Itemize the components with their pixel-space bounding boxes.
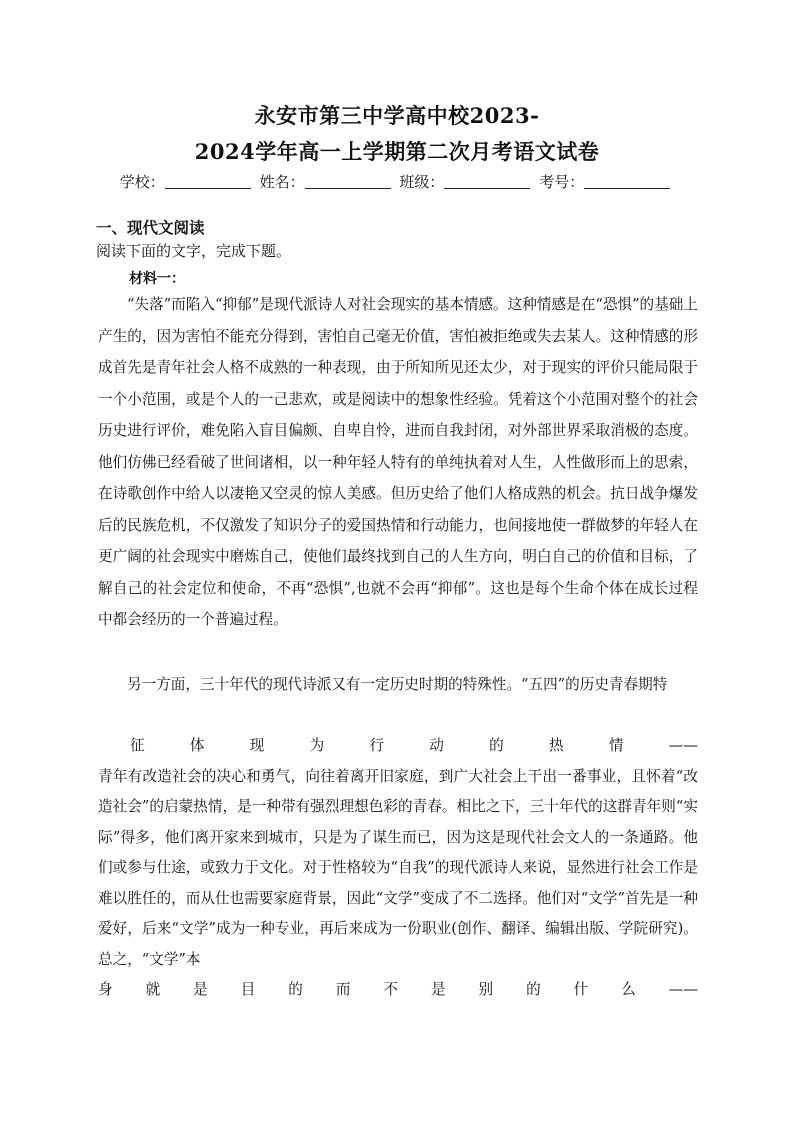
exam-number-label: 考号：: [539, 173, 585, 191]
paragraph-3-tail-spread-line: [98, 975, 698, 1006]
name-label: 姓名：: [259, 173, 305, 191]
spread-char: 是: [430, 981, 446, 998]
paragraph-1: “失落”而陷入“抑郁”是现代派诗人对社会现实的基本情感。这种情感是在“恐惧”的基础上产生的，因为害怕不能充分得到，害怕自己毫无价值，害怕被拒绝或失去某人。这种情感的形成首先是青年社会人格不成熟的一种表现，由于所知所见还太少，对于现实的评价只能局限于一个小范围，或是个人的一己悲欢，或是阅读中的想象性经验。凭着这个小范围对整个的社会历史进行评价，难免陷入盲目偏颇、自卑自怜，进而自我封闭，对外部世界采取消极的态度。他们仿佛已经看破了世间诸相，以一种年轻人特有的单纯执着对人生，人性做形而上的思索，在诗歌创作中给人以凄艳又空灵的惊人美感。但历史给了他们人格成熟的机会。抗日战争爆发后的民族危机，不仅激发了知识分子的爱国热情和行动能力，也间接地使一群做梦的年轻人在更广阔的社会现实中磨炼自己，使他们最终找到自己的人生方向，明白自己的价值和目标，了解自己的社会定位和使命，不再“恐惧”,也就不会再“抑郁”。这也是每个生命个体在成长过程中都会经历的一个普遍过程。: [98, 296, 698, 628]
name-blank[interactable]: [305, 174, 391, 189]
spread-char: 体: [189, 737, 205, 754]
paragraph-2: 另一方面，三十年代的现代诗派又有一定历史时期的特殊性。“五四”的历史青春期特: [127, 676, 668, 693]
spread-char: 不: [383, 981, 398, 998]
spread-char: 的: [489, 737, 504, 754]
reading-instruction: 阅读下面的文字，完成下题。: [96, 242, 292, 260]
spread-char: 情: [608, 737, 624, 754]
spread-char: 征: [130, 737, 145, 754]
student-info-row: [0, 171, 794, 192]
class-label: 班级：: [399, 173, 445, 191]
spread-char: 现: [249, 737, 265, 754]
exam-title-line2: 2024学年高一上学期第二次月考语文试卷: [194, 139, 600, 164]
section-heading: 一、现代文阅读: [96, 219, 205, 237]
spread-char: ——: [668, 737, 698, 754]
spread-char: 的: [288, 981, 303, 998]
spread-char: 动: [429, 737, 444, 754]
exam-number-blank[interactable]: [584, 174, 670, 189]
spread-char: 么: [621, 981, 636, 998]
spread-char: 的: [526, 981, 541, 998]
spread-char: 是: [193, 981, 208, 998]
school-blank[interactable]: [165, 174, 251, 189]
spread-char: 就: [145, 981, 161, 998]
paragraph-3: [98, 731, 698, 1006]
class-blank[interactable]: [444, 174, 530, 189]
school-label: 学校：: [119, 173, 165, 191]
spread-char: ——: [668, 981, 698, 998]
paragraph-3-text: 青年有改造社会的决心和勇气，向往着离开旧家庭，到广大社会上干出一番事业，且怀着“改造社会”的启蒙热情，是一种带有强烈理想色彩的青春。相比之下，三十年代的这群青年则“实际”得多，他们离开家来到城市，只是为了谋生而已，因为这是现代社会文人的一条通路。他们或参与仕途，或致力于文化。对于性格较为“自我”的现代派诗人来说，显然进行社会工作是难以胜任的，而从仕也需要家庭背景，因此“文学”变成了不二选择。他们对“文学”首先是一种爱好，后来“文学”成为一种专业，再后来成为一份职业(创作、翻译、编辑出版、学院研究)。总之，“文学”本: [98, 767, 698, 968]
material-label: 材料一：: [129, 271, 185, 287]
spread-char: 什: [573, 981, 589, 998]
paragraph-3-spread-line: [98, 731, 698, 762]
spread-char: 行: [369, 737, 385, 754]
spread-char: 热: [549, 737, 564, 754]
spread-char: 为: [309, 737, 325, 754]
spread-char: 而: [335, 981, 351, 998]
spread-char: 目: [240, 981, 256, 998]
exam-title-line1: 永安市第三中学高中校2023-: [254, 103, 540, 128]
spread-char: 身: [98, 981, 113, 998]
spread-char: 别: [478, 981, 494, 998]
